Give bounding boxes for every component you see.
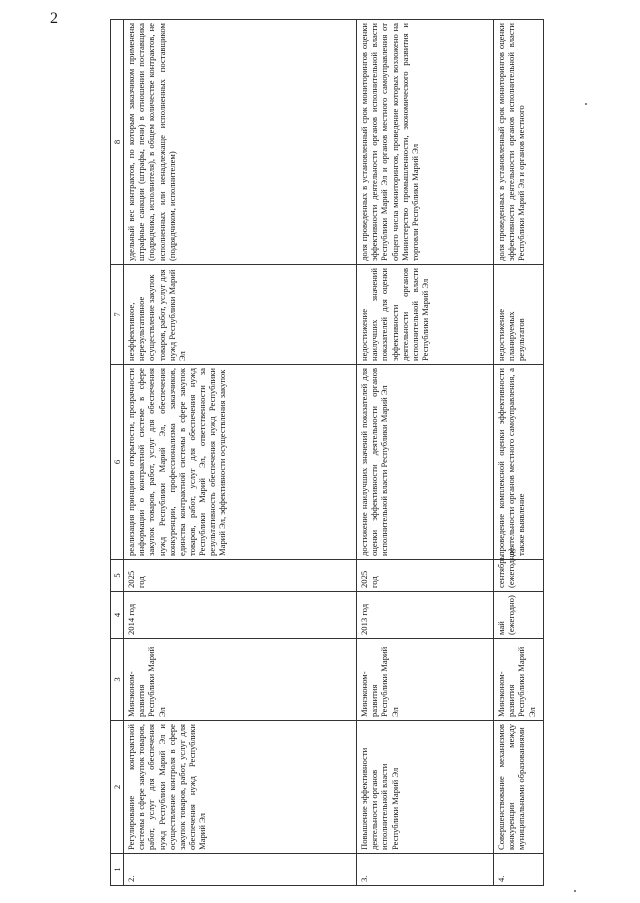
col-number-cell: 6 <box>111 365 124 560</box>
col-number-cell: 3 <box>111 639 124 721</box>
expected-result: проведение комплексной оценки эффективности деятельности органов местного самоуправления, а также выявление <box>494 365 544 560</box>
consequences: недостижение планируемых результатов <box>494 265 544 365</box>
end-date: сентябрь (ежегодно) <box>494 560 544 592</box>
scan-dot <box>585 103 587 105</box>
col-number-cell: 7 <box>111 265 124 365</box>
scan-dot <box>574 890 576 892</box>
table-row <box>124 20 357 886</box>
executor: Минэконом-развития Республики Марий Эл <box>494 639 544 721</box>
measure-name: Повышение эффективности деятельности органов исполнительной власти Республики Марий Эл <box>357 721 494 854</box>
col-number-cell: 5 <box>111 560 124 592</box>
end-date: 2025 год <box>124 560 357 592</box>
executor: Минэконом-развития Республики Марий Эл <box>124 639 357 721</box>
row-number: 4. <box>494 854 544 886</box>
col-number-cell: 4 <box>111 592 124 639</box>
measure-name: Регулирование контрактной системы в сфере закупок товаров, работ, услуг для обеспечения нужд Республики Марий Эл и осуществление контроля в сфере закупок товаров, работ, услуг для обеспечения нужд Республики Марий Эл <box>124 721 357 854</box>
col-number-cell: 1 <box>111 854 124 886</box>
indicator: доля проведенных в установленный срок мониторингов оценки эффективности деятельности органов исполнительной власти Республики Марий Эл и органов местного самоуправления от общего числа мониторингов, проведение которых возложено на Министерство промышленности, экономического развития и торговли Республики Марий Эл <box>357 20 494 265</box>
end-date: 2025 год <box>357 560 494 592</box>
measure-name: Совершенствование механизмов конкуренции между муниципальными образованиями <box>494 721 544 854</box>
col-number-cell: 2 <box>111 721 124 854</box>
consequences: неэффективное, нерезультативное осуществление закупок товаров, работ, услуг для нужд Республики Марий Эл <box>124 265 357 365</box>
page-number: 2 <box>50 10 58 27</box>
expected-result: достижение наилучших значений показателей для оценки эффективности деятельности органов исполнительной власти Республики Марий Эл <box>357 365 494 560</box>
expected-result: реализация принципов открытости, прозрачности информации о контрактной системе в сфере закупок товаров, работ, услуг для обеспечения нужд Республики Марий Эл, обеспечения конкуренции, профессионализма заказчиков, единства контрактной системы в сфере закупок товаров, работ, услуг для обеспечения нужд Республики Марий Эл, ответственности за результативность обеспечения нужд Республики Марий Эл, эффективности осуществления закупок <box>124 365 357 560</box>
column-number-row <box>111 20 124 886</box>
consequences: недостижение наилучших значений показателей для оценки эффективности деятельности органов исполнительной власти Республики Марий Эл <box>357 265 494 365</box>
executor: Минэконом-развития Республики Марий Эл <box>357 639 494 721</box>
row-number: 3. <box>357 854 494 886</box>
table-row <box>494 20 544 886</box>
indicator: доля проведенных в установленный срок мониторингов оценки эффективности деятельности органов исполнительной власти Республики Марий Эл и органов местного <box>494 20 544 265</box>
col-number-cell: 8 <box>111 20 124 265</box>
start-date: май (ежегодно) <box>494 592 544 639</box>
start-date: 2013 год <box>357 592 494 639</box>
program-measures-table <box>110 19 544 886</box>
indicator: удельный вес контрактов, по которым заказчиком применены штрафные санкции (штрафы, пени) в отношении поставщика (подрядчика, исполнителя), в общем количестве контрактов, не исполненных или ненадлежаще исполненных поставщиком (подрядчиком, исполнителем) <box>124 20 357 265</box>
rotated-table-container <box>110 20 537 886</box>
table-row <box>357 20 494 886</box>
row-number: 2. <box>124 854 357 886</box>
start-date: 2014 год <box>124 592 357 639</box>
